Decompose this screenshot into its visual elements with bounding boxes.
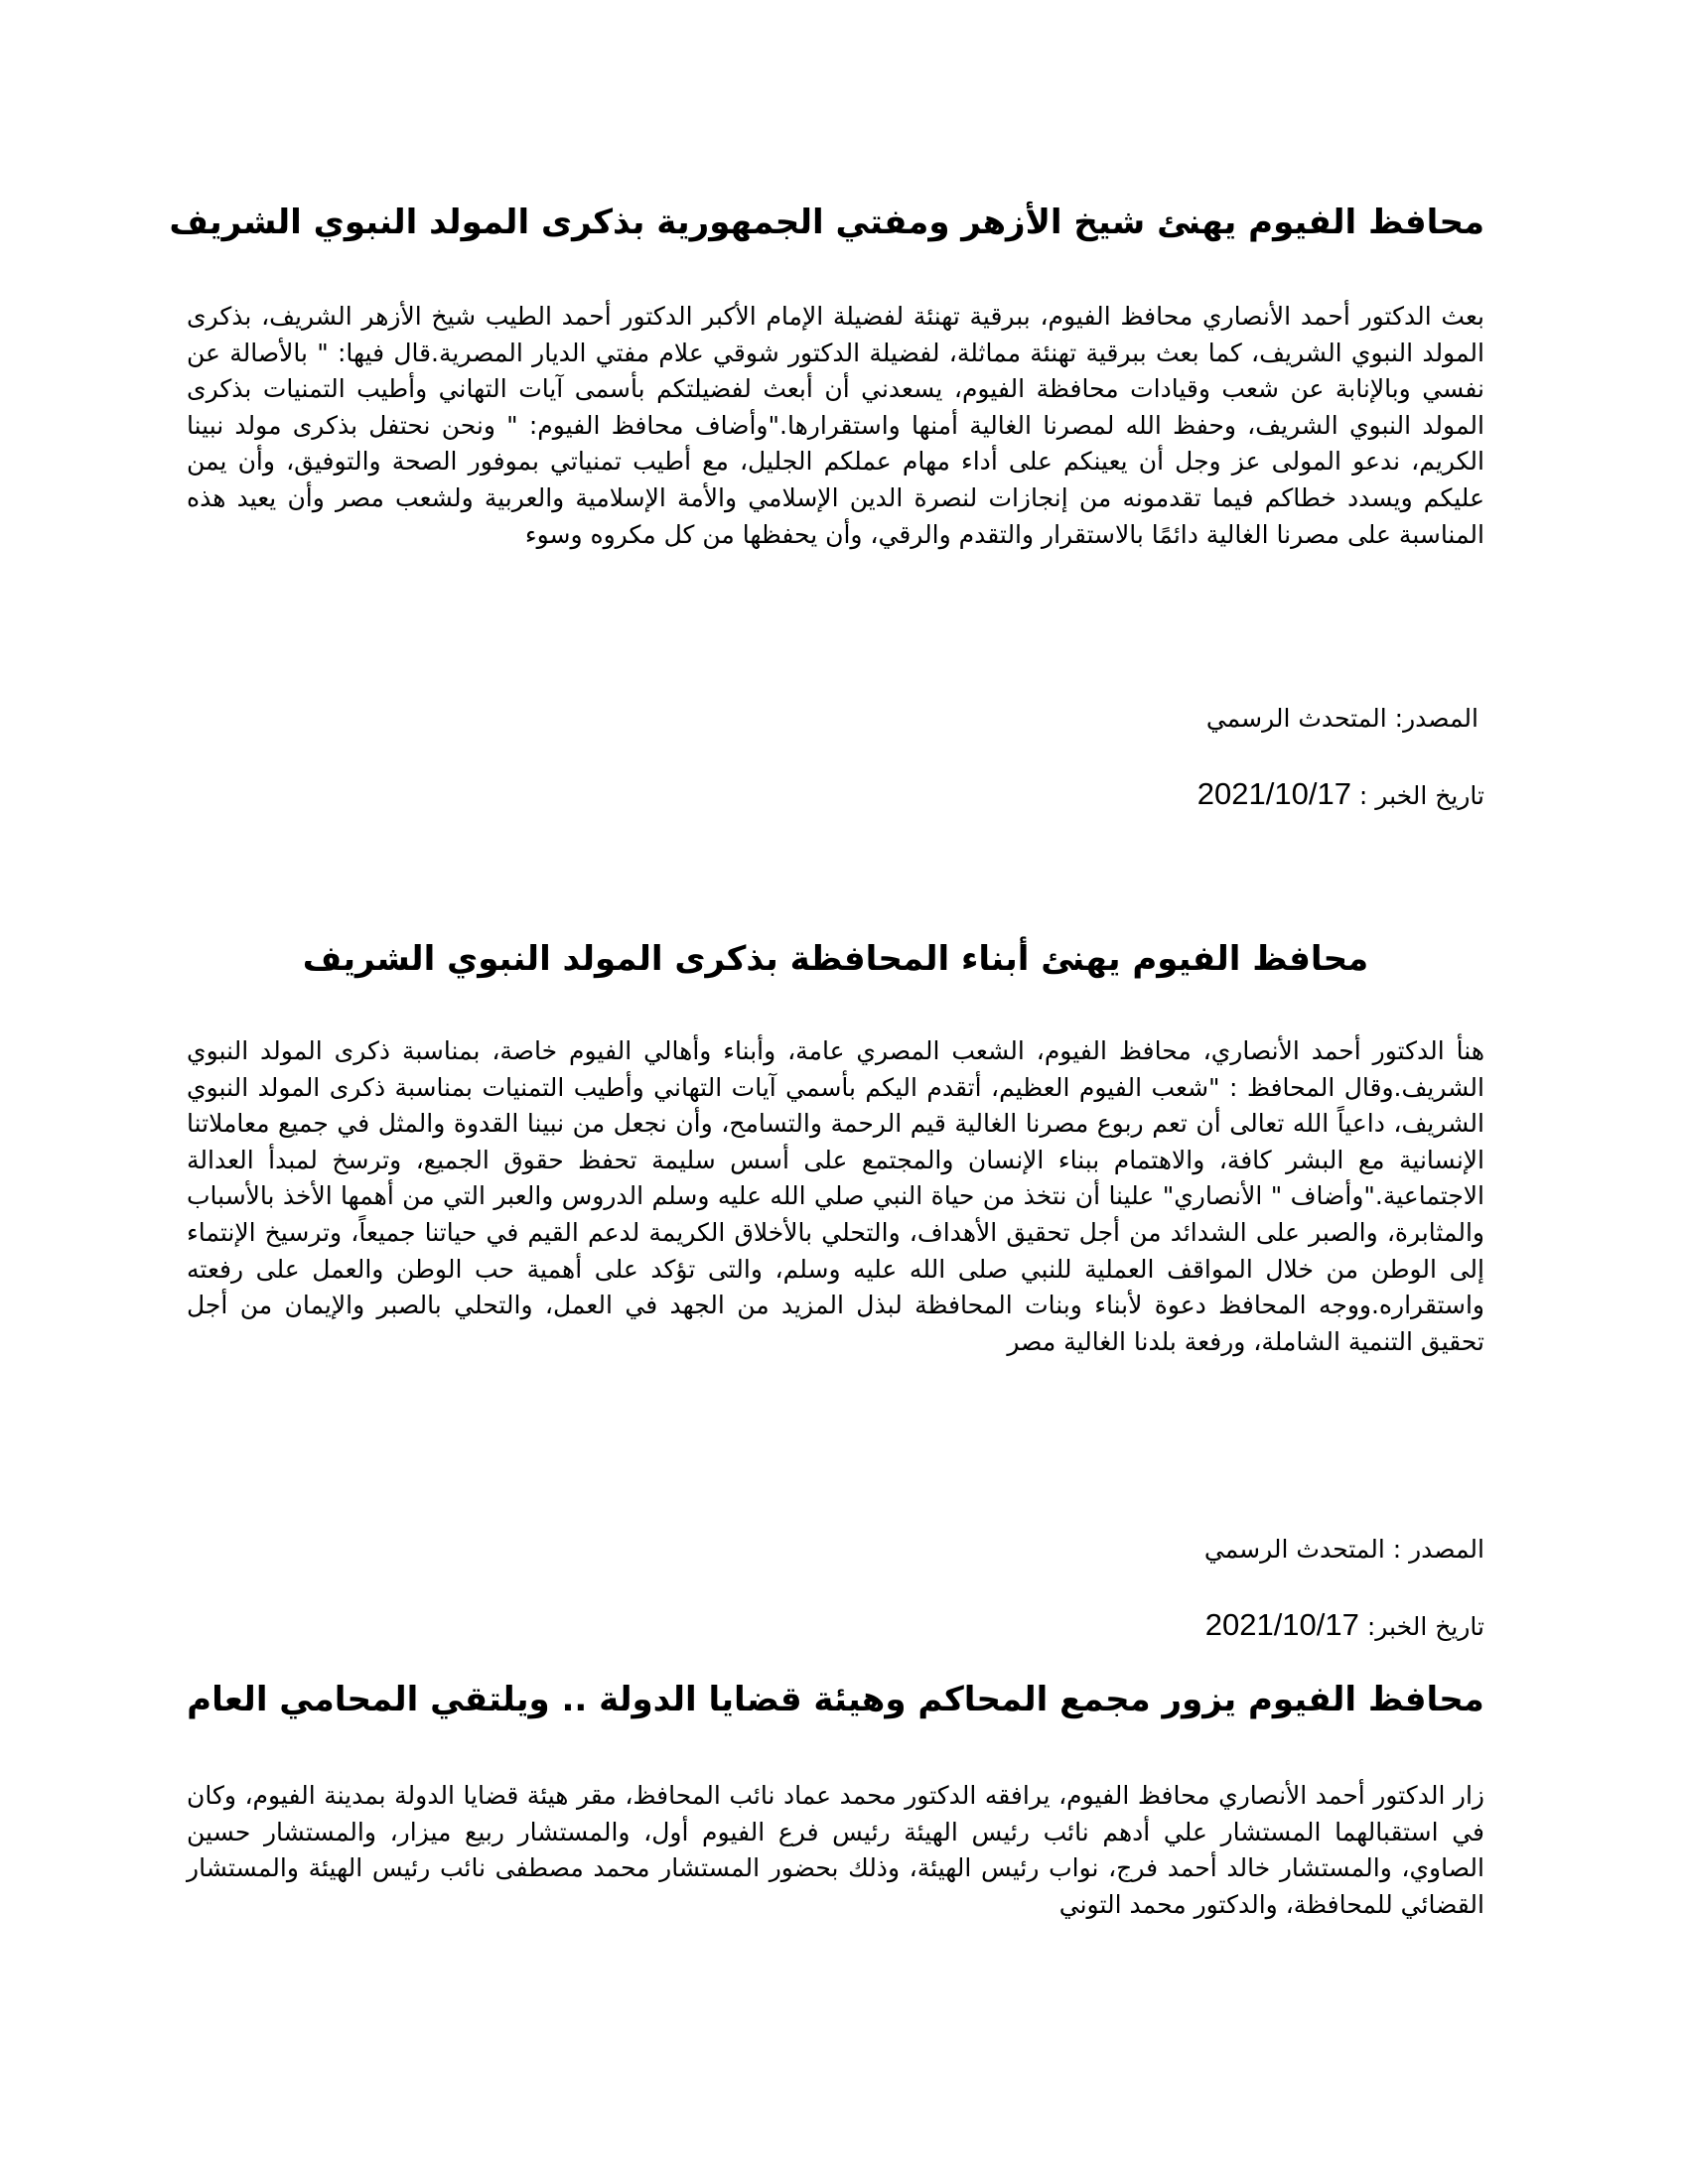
article-1-source: المصدر: المتحدث الرسمي (1205, 704, 1478, 733)
article-3-body: زار الدكتور أحمد الأنصاري محافظ الفيوم، يرافقه الدكتور محمد عماد نائب المحافظ، مقر هيئة قضايا الدولة بمدينة الفيوم، وكان في استقبالهما المستشار علي أدهم نائب رئيس الهيئة رئيس فرع الفيوم أول، والمستشار ربيع ميزار، والمستشار حسين الصاوي، والمستشار خالد أحمد فرج، نواب رئيس الهيئة، وذلك بحضور المستشار محمد مصطفى نائب رئيس الهيئة والمستشار القضائي للمحافظة، والدكتور محمد التوني (187, 1781, 1484, 1919)
article-1-date-label: تاريخ الخبر : (1350, 781, 1484, 810)
article-2-date-value: 2021/10/17 (1204, 1607, 1359, 1642)
document-page (169, 0, 1484, 2184)
article-2-headline: محافظ الفيوم يهنئ أبناء المحافظة بذكرى المولد النبوي الشريف (302, 939, 1369, 979)
article-3-headline: محافظ الفيوم يزور مجمع المحاكم وهيئة قضايا الدولة .. ويلتقي المحامي العام (187, 1680, 1484, 1719)
article-1-headline: محافظ الفيوم يهنئ شيخ الأزهر ومفتي الجمهورية بذكرى المولد النبوي الشريف (169, 203, 1484, 242)
article-2-date (1205, 1607, 1484, 1645)
article-2-source: المصدر : المتحدث الرسمي (1203, 1535, 1484, 1564)
article-2-date-label: تاريخ الخبر: (1358, 1612, 1484, 1641)
article-1-body: بعث الدكتور أحمد الأنصاري محافظ الفيوم، ببرقية تهنئة لفضيلة الإمام الأكبر الدكتور أحمد الطيب شيخ الأزهر الشريف، بذكرى المولد النبوي الشريف، كما بعث ببرقية تهنئة مماثلة، لفضيلة الدكتور شوقي علام مفتي الديار المصرية.قال فيها: " بالأصالة عن نفسي وبالإنابة عن شعب وقيادات محافظة الفيوم، يسعدني أن أبعث لفضيلتكم بأسمى آيات التهاني وأطيب التمنيات بذكرى المولد النبوي الشريف، وحفظ الله لمصرنا الغالية أمنها واستقرارها."وأضاف محافظ الفيوم: " ونحن نحتفل بذكرى مولد نبينا الكريم، ندعو المولى عز وجل أن يعينكم على أداء مهام عملكم الجليل، مع أطيب تمنياتي بموفور الصحة والتوفيق، وأن يمن عليكم ويسدد خطاكم فيما تقدمونه من إنجازات لنصرة الدين الإسلامي والأمة الإسلامية والعربية ولشعب مصر وأن يعيد هذه المناسبة على مصرنا الغالية دائمًا بالاستقرار والتقدم والرقي، وأن يحفظها من كل مكروه وسوء (187, 302, 1484, 549)
article-1-date-value: 2021/10/17 (1196, 776, 1351, 811)
article-2-body: هنأ الدكتور أحمد الأنصاري، محافظ الفيوم، الشعب المصري عامة، وأبناء وأهالي الفيوم خاصة، بمناسبة ذكرى المولد النبوي الشريف.وقال المحافظ : "شعب الفيوم العظيم، أتقدم اليكم بأسمي آيات التهاني وأطيب التمنيات بمناسبة ذكرى المولد النبوي الشريف، داعياً الله تعالى أن تعم ربوع مصرنا الغالية قيم الرحمة والتسامح، وأن نجعل من نبينا القدوة والمثل في جميع معاملاتنا الإنسانية مع البشر كافة، والاهتمام ببناء الإنسان والمجتمع على أسس سليمة تحفظ حقوق الجميع، وترسخ لمبدأ العدالة الاجتماعية."وأضاف " الأنصاري" علينا أن نتخذ من حياة النبي صلي الله عليه وسلم الدروس والعبر التي من أهمها الأخذ بالأسباب والمثابرة، والصبر على الشدائد من أجل تحقيق الأهداف، والتحلي بالأخلاق الكريمة لدعم القيم في حياتنا جميعاً، وترسيخ الإنتماء إلى الوطن من خلال المواقف العملية للنبي صلى الله عليه وسلم، والتى تؤكد على أهمية حب الوطن والعمل على رفعته واستقراره.ووجه المحافظ دعوة لأبناء وبنات المحافظة لبذل المزيد من الجهد في العمل، والتحلي بالصبر والإيمان من أجل تحقيق التنمية الشاملة، ورفعة بلدنا الغالية مصر (187, 1036, 1484, 1356)
article-1-date (1197, 776, 1484, 814)
